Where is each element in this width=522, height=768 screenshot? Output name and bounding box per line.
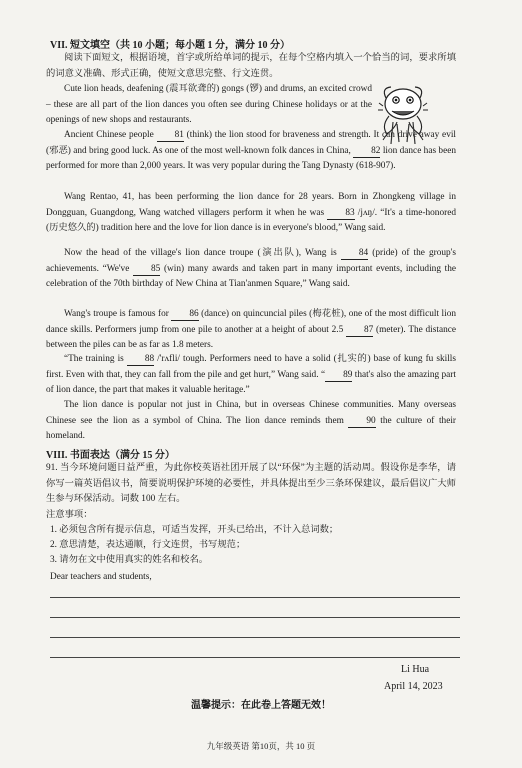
note-3: 3. 请勿在文中使用真实的姓名和校名。 (50, 555, 209, 565)
blank-84[interactable]: 84 (341, 248, 368, 260)
passage-paragraph-1: Cute lion heads, deafening (震耳欲聋的) gongs (锣) and drums, an excited crowd – these are all part of the lion dances you often see during Chinese holidays or at the openings of new shops and restaurants. (46, 84, 372, 126)
passage-paragraph-6: “The training is 88 /'rʌfli/ tough. Performers need to have a solid (扎实的) base of kung fu skills first. Even with that, they can fall from the pile and get hurt,” Wang said. “ 89 that's also the amazing part of lion dance, the part that makes it valuable heritage.” (46, 354, 456, 396)
blank-86[interactable]: 86 (171, 309, 198, 321)
blank-81[interactable]: 81 (157, 130, 184, 142)
passage-paragraph-7: The lion dance is popular not just in China, but in overseas Chinese communities. Many overseas Chinese see the lion as a symbol of China. The lion dance reminds them 90 the culture of their homeland. (46, 400, 456, 442)
section8-heading: VIII. 书面表达（满分 15 分） (46, 450, 175, 461)
signature-date: April 14, 2023 (384, 681, 443, 692)
answer-warning: 温馨提示：在此卷上答题无效！ (191, 700, 331, 711)
note-2: 2. 意思清楚，表达通顺，行文连贯，书写规范； (50, 540, 246, 550)
letter-opening: Dear teachers and students, (50, 572, 152, 582)
blank-89[interactable]: 89 (325, 370, 352, 382)
blank-82[interactable]: 82 (353, 146, 380, 158)
writing-line-1[interactable] (50, 597, 460, 598)
writing-line-4[interactable] (50, 657, 460, 658)
blank-85[interactable]: 85 (133, 264, 160, 276)
blank-87[interactable]: 87 (346, 325, 373, 337)
passage-paragraph-4: Now the head of the village's lion dance troupe (演出队), Wang is 84 (pride) of the group's achievements. “We've 85 (win) many awards and taken part in many important events, including the celebration of the 70th birthday of New China at Tian'anmen Square,” Wang said. (46, 248, 456, 290)
page-footer: 九年级英语 第10页，共 10 页 (206, 741, 316, 751)
blank-90[interactable]: 90 (348, 416, 375, 428)
writing-prompt: 91. 当今环境问题日益严重，为此你校英语社团开展了以“环保”为主题的活动周。假设你是李华，请你写一篇英语倡议书，简要说明保护环境的必要性，并具体提出至少三条环保建议，最后倡议广大师生参与环保活动。词数 100 左右。 (46, 463, 456, 505)
note-1: 1. 必须包含所有提示信息，可适当发挥，开头已给出，不计入总词数； (50, 525, 339, 535)
passage-paragraph-3: Wang Rentao, 41, has been performing the lion dance for 28 years. Born in Zhongkeng village in Dongguan, Guangdong, Wang watched villagers perform it when he was 83 /jʌŋ/. “It's a time-honored (历史悠久的) tradition here and the love for lion dance is in everyone's blood,” Wang said. (46, 192, 456, 234)
section7-heading: VII. 短文填空（共 10 小题；每小题 1 分，满分 10 分） (50, 40, 291, 51)
signature-name: Li Hua (401, 664, 430, 675)
writing-line-2[interactable] (50, 617, 460, 618)
section7-instructions: 阅读下面短文，根据语境，首字或所给单词的提示，在每个空格内填入一个恰当的词，要求所填的词意义准确、形式正确，使短文意思完整、行文连贯。 (46, 53, 456, 79)
writing-line-3[interactable] (50, 637, 460, 638)
notes-title: 注意事项： (46, 510, 93, 520)
blank-88[interactable]: 88 (127, 354, 154, 366)
blank-83[interactable]: 83 (327, 208, 354, 220)
passage-paragraph-2: Ancient Chinese people 81 (think) the lion stood for braveness and strength. It can drive away evil (邪恶) and bring good luck. As one of the most well-known folk dances in China, 82 lion dance has been performed for more than 2,000 years. It was very popular during the Tang Dynasty (618-907). (46, 130, 457, 172)
passage-paragraph-5: Wang's troupe is famous for 86 (dance) on quincuncial piles (梅花桩), one of the most difficult lion dance skills. Performers jump from one pile to another at a height of about 2.5 87 (meter). The distance between the piles can be as far as 1.8 meters. (46, 309, 456, 351)
